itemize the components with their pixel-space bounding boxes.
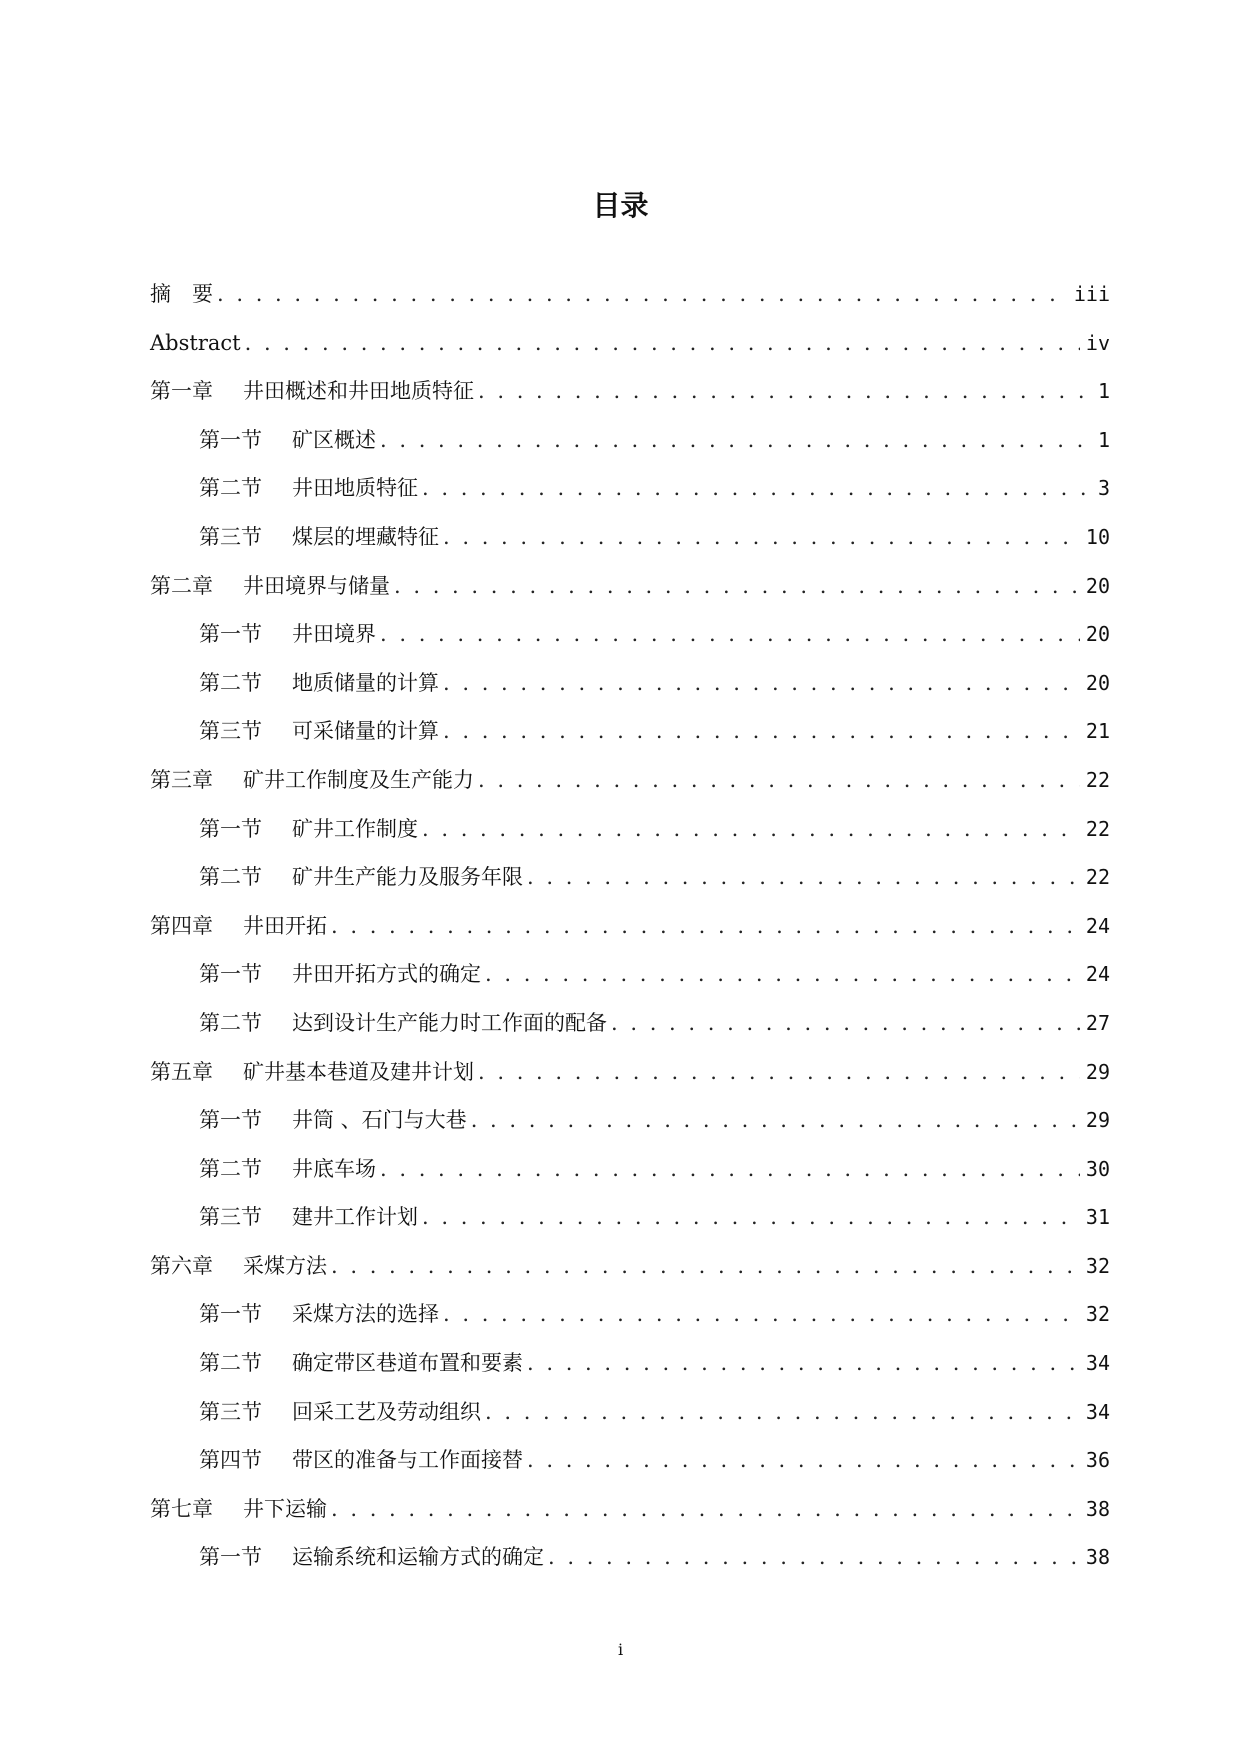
toc-entry-label: 第二节 <box>199 865 262 890</box>
toc-entry-label: 第一节 <box>199 1302 262 1327</box>
toc-entry-label: 第二章 <box>150 573 213 598</box>
toc-entry-section[interactable] <box>150 1436 1110 1485</box>
toc-entry-title: 确定带区巷道布置和要素 <box>292 1351 523 1376</box>
toc-entry-title: 地质储量的计算 <box>292 670 439 695</box>
toc-entry-page: 36 <box>1085 1448 1110 1473</box>
toc-entry-title: 运输系统和运输方式的确定 <box>292 1545 544 1570</box>
toc-leader-dots <box>394 562 1080 611</box>
toc-entry-section[interactable] <box>150 1145 1110 1194</box>
toc-entry-section[interactable] <box>150 610 1110 659</box>
toc-entry-section[interactable] <box>150 464 1110 513</box>
toc-leader-dots <box>527 1339 1080 1388</box>
toc-leader-dots <box>217 270 1068 319</box>
toc-entry-label: 第五章 <box>150 1059 213 1084</box>
toc-entry-label: 第六章 <box>150 1253 213 1278</box>
toc-leader-dots <box>380 1145 1080 1194</box>
toc-entry-title: 井下运输 <box>243 1496 327 1521</box>
toc-entry-page: 24 <box>1085 913 1110 938</box>
toc-entry-title: 井田开拓方式的确定 <box>292 962 481 987</box>
toc-entry-label: 第七章 <box>150 1496 213 1521</box>
toc-entry-page: 32 <box>1085 1302 1110 1327</box>
toc-entry-page: 27 <box>1085 1010 1110 1035</box>
toc-entry-page: 10 <box>1085 524 1110 549</box>
toc-entry-label: 第三节 <box>199 1399 262 1424</box>
toc-entry-title: 采煤方法的选择 <box>292 1302 439 1327</box>
toc-leader-dots <box>478 756 1080 805</box>
toc-entry-page: 34 <box>1085 1399 1110 1424</box>
toc-entry-title: 建井工作计划 <box>292 1205 418 1230</box>
toc-entry-page: 30 <box>1085 1156 1110 1181</box>
toc-entry-label: 第一章 <box>150 379 213 404</box>
toc-entry-section[interactable] <box>150 1533 1110 1582</box>
toc-leader-dots <box>611 999 1080 1048</box>
toc-entry-page: 22 <box>1085 767 1110 792</box>
toc-leader-dots <box>443 707 1080 756</box>
toc-entry-title: 矿井生产能力及服务年限 <box>292 865 523 890</box>
toc-entry-title: 可采储量的计算 <box>292 719 439 744</box>
table-of-contents <box>150 270 1110 1582</box>
toc-entry-chapter[interactable] <box>150 319 1110 368</box>
toc-entry-section[interactable] <box>150 1193 1110 1242</box>
toc-entry-chapter[interactable] <box>150 562 1110 611</box>
toc-entry-label: 第一节 <box>199 622 262 647</box>
toc-entry-page: iv <box>1085 330 1110 355</box>
toc-entry-section[interactable] <box>150 950 1110 999</box>
toc-entry-section[interactable] <box>150 659 1110 708</box>
toc-entry-page: 24 <box>1085 962 1110 987</box>
page-title: 目录 <box>592 189 649 222</box>
toc-entry-label: 第一节 <box>199 1108 262 1133</box>
toc-entry-section[interactable] <box>150 805 1110 854</box>
toc-entry-page: 29 <box>1085 1059 1110 1084</box>
toc-entry-title: 回采工艺及劳动组织 <box>292 1399 481 1424</box>
toc-leader-dots <box>527 853 1080 902</box>
toc-entry-section[interactable] <box>150 416 1110 465</box>
toc-entry-title: 井田境界与储量 <box>243 573 390 598</box>
toc-entry-label: 摘 要 <box>150 282 213 306</box>
toc-entry-label: Abstract <box>150 330 241 355</box>
toc-entry-chapter[interactable] <box>150 1485 1110 1534</box>
toc-leader-dots <box>478 1048 1080 1097</box>
toc-entry-section[interactable] <box>150 1096 1110 1145</box>
toc-entry-label: 第二节 <box>199 1156 262 1181</box>
toc-entry-page: 38 <box>1085 1496 1110 1521</box>
toc-entry-label: 第三节 <box>199 719 262 744</box>
toc-entry-chapter[interactable] <box>150 756 1110 805</box>
toc-entry-label: 第三章 <box>150 767 213 792</box>
toc-entry-section[interactable] <box>150 513 1110 562</box>
toc-entry-chapter[interactable] <box>150 902 1110 951</box>
toc-entry-label: 第二节 <box>199 1351 262 1376</box>
toc-leader-dots <box>331 1485 1080 1534</box>
toc-entry-page: 31 <box>1085 1205 1110 1230</box>
toc-entry-label: 第三节 <box>199 1205 262 1230</box>
toc-leader-dots <box>485 950 1080 999</box>
toc-entry-label: 第三节 <box>199 524 262 549</box>
toc-entry-page: 38 <box>1085 1545 1110 1570</box>
toc-leader-dots <box>485 1388 1080 1437</box>
toc-entry-section[interactable] <box>150 707 1110 756</box>
toc-entry-chapter[interactable] <box>150 1048 1110 1097</box>
toc-entry-section[interactable] <box>150 999 1110 1048</box>
toc-entry-label: 第四节 <box>199 1448 262 1473</box>
toc-entry-label: 第四章 <box>150 913 213 938</box>
toc-entry-title: 井田地质特征 <box>292 476 418 501</box>
toc-entry-title: 井田境界 <box>292 622 376 647</box>
toc-leader-dots <box>471 1096 1080 1145</box>
toc-entry-section[interactable] <box>150 1339 1110 1388</box>
toc-leader-dots <box>443 513 1080 562</box>
toc-leader-dots <box>245 319 1080 368</box>
toc-entry-page: iii <box>1073 282 1110 306</box>
toc-leader-dots <box>443 1290 1080 1339</box>
toc-entry-page: 22 <box>1085 865 1110 890</box>
toc-entry-page: 1 <box>1097 427 1110 452</box>
toc-entry-page: 34 <box>1085 1351 1110 1376</box>
toc-leader-dots <box>380 610 1080 659</box>
toc-entry-title: 采煤方法 <box>243 1253 327 1278</box>
toc-entry-page: 22 <box>1085 816 1110 841</box>
toc-entry-title: 井筒 、石门与大巷 <box>292 1108 467 1133</box>
toc-entry-label: 第一节 <box>199 962 262 987</box>
toc-entry-page: 29 <box>1085 1108 1110 1133</box>
toc-entry-title: 矿区概述 <box>292 427 376 452</box>
toc-entry-title: 井田概述和井田地质特征 <box>243 379 474 404</box>
toc-entry-label: 第一节 <box>199 427 262 452</box>
toc-entry-label: 第二节 <box>199 476 262 501</box>
toc-entry-page: 20 <box>1085 573 1110 598</box>
toc-entry-chapter[interactable] <box>150 1242 1110 1291</box>
toc-entry-section[interactable] <box>150 1290 1110 1339</box>
toc-leader-dots <box>527 1436 1080 1485</box>
toc-entry-label: 第二节 <box>199 670 262 695</box>
toc-leader-dots <box>331 1242 1080 1291</box>
toc-leader-dots <box>422 464 1092 513</box>
toc-entry-section[interactable] <box>150 853 1110 902</box>
toc-entry-chapter[interactable] <box>150 270 1110 319</box>
toc-leader-dots <box>478 367 1092 416</box>
toc-entry-page: 1 <box>1097 379 1110 404</box>
toc-entry-chapter[interactable] <box>150 367 1110 416</box>
toc-entry-title: 井底车场 <box>292 1156 376 1181</box>
toc-entry-page: 3 <box>1097 476 1110 501</box>
toc-entry-page: 21 <box>1085 719 1110 744</box>
toc-entry-title: 井田开拓 <box>243 913 327 938</box>
toc-entry-page: 32 <box>1085 1253 1110 1278</box>
toc-leader-dots <box>443 659 1080 708</box>
toc-entry-label: 第二节 <box>199 1010 262 1035</box>
toc-entry-label: 第一节 <box>199 816 262 841</box>
toc-leader-dots <box>548 1533 1080 1582</box>
toc-leader-dots <box>380 416 1092 465</box>
toc-entry-title: 煤层的埋藏特征 <box>292 524 439 549</box>
toc-entry-title: 矿井工作制度 <box>292 816 418 841</box>
toc-entry-section[interactable] <box>150 1388 1110 1437</box>
toc-entry-label: 第一节 <box>199 1545 262 1570</box>
toc-leader-dots <box>422 1193 1080 1242</box>
toc-leader-dots <box>422 805 1080 854</box>
toc-entry-title: 带区的准备与工作面接替 <box>292 1448 523 1473</box>
page-number: i <box>617 1640 624 1659</box>
toc-entry-title: 矿井基本巷道及建井计划 <box>243 1059 474 1084</box>
toc-leader-dots <box>331 902 1080 951</box>
toc-entry-title: 矿井工作制度及生产能力 <box>243 767 474 792</box>
toc-entry-title: 达到设计生产能力时工作面的配备 <box>292 1010 607 1035</box>
toc-entry-page: 20 <box>1085 622 1110 647</box>
toc-entry-page: 20 <box>1085 670 1110 695</box>
